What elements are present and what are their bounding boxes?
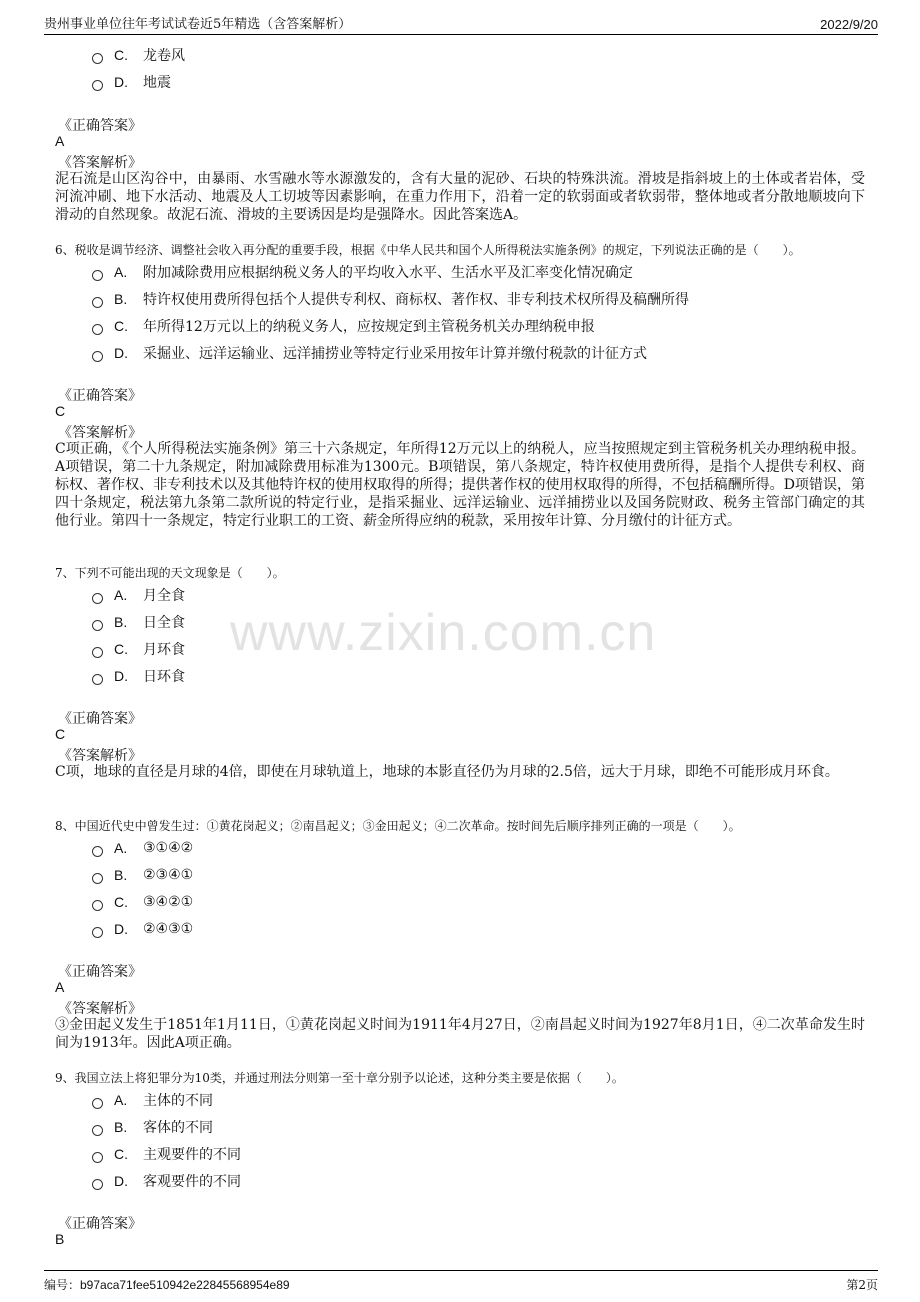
answer-label: 《正确答案》 (58, 711, 142, 727)
document-title: 贵州事业单位往年考试试卷近5年精选（含答案解析） (44, 17, 352, 32)
q7-answer: C (55, 726, 66, 742)
document-serial: 编号：b97aca71fee510942e22845568954e89 (44, 1277, 290, 1292)
radio-icon[interactable] (92, 620, 103, 631)
radio-icon[interactable] (92, 1125, 103, 1136)
q9-option-d[interactable]: D. 客观要件的不同 (92, 1171, 241, 1191)
q8-analysis: ③金田起义发生于1851年1月11日，①黄花岗起义时间为1911年4月27日，②南昌起义时间为1927年8月1日，④二次革命发生时间为1913年。因此A项正确。 (55, 1017, 865, 1051)
q7-analysis: C项，地球的直径是月球的4倍，即使在月球轨道上，地球的本影直径仍为月球的2.5倍，远大于月球，即绝不可能形成月环食。 (55, 764, 839, 780)
q9-question: 9、我国立法上将犯罪分为10类，并通过刑法分则第一至十章分别予以论述，这种分类主要是依据（ ）。 (55, 1071, 624, 1085)
q5-analysis: 泥石流是山区沟谷中，由暴雨、水雪融水等水源激发的，含有大量的泥砂、石块的特殊洪流。滑坡是指斜坡上的土体或者岩体，受河流冲刷、地下水活动、地震及人工切坡等因素影响，在重力作用下，沿着一定的软弱面或者软弱带，整体地或者分散地顺坡向下滑动的自然现象。故泥石流、滑坡的主要诱因是均是强降水。因此答案选A。 (55, 171, 865, 223)
radio-icon[interactable] (92, 270, 103, 281)
answer-label: 《正确答案》 (58, 1216, 142, 1232)
q6-analysis: C项正确，《个人所得税法实施条例》第三十六条规定，年所得12万元以上的纳税人，应当按照规定到主管税务机关办理纳税申报。A项错误，第二十九条规定，附加减除费用标准为1300元。B项错误，第八条规定，特许权使用费所得，是指个人提供专利权、商标权、著作权、非专利技术以及其他特许权的使用权取得的所得；提供著作权的使用权取得的所得，不包括稿酬所得。D项错误，第四十条规定，税法第九条第二款所说的特定行业，是指采掘业、远洋运输业、远洋捕捞业以及国务院财政、税务主管部门确定的其他行业。第四十一条规定，特定行业职工的工资、薪金所得应纳的税款，采用按年计算、分月缴付的计征方式。 (55, 441, 865, 529)
radio-icon[interactable] (92, 1179, 103, 1190)
q7-option-a[interactable]: A. 月全食 (92, 585, 185, 605)
page-number: 第2页 (846, 1277, 878, 1292)
q7-option-d[interactable]: D. 日环食 (92, 666, 185, 686)
q8-option-a[interactable]: A. ③①④② (92, 838, 193, 858)
q9-option-b[interactable]: B. 客体的不同 (92, 1117, 213, 1137)
radio-icon[interactable] (92, 324, 103, 335)
page-header (44, 10, 878, 35)
analysis-label: 《答案解析》 (58, 1001, 142, 1017)
q7-option-c[interactable]: C. 月环食 (92, 639, 185, 659)
q7-question: 7、下列不可能出现的天文现象是（ ）。 (55, 566, 285, 580)
radio-icon[interactable] (92, 1152, 103, 1163)
radio-icon[interactable] (92, 1098, 103, 1109)
radio-icon[interactable] (92, 53, 103, 64)
q8-option-d[interactable]: D. ②④③① (92, 919, 193, 939)
q6-answer: C (55, 403, 66, 419)
radio-icon[interactable] (92, 873, 103, 884)
q5-option-c[interactable]: C. 龙卷风 (92, 45, 185, 65)
q9-answer: B (55, 1231, 65, 1247)
radio-icon[interactable] (92, 927, 103, 938)
radio-icon[interactable] (92, 846, 103, 857)
q9-option-c[interactable]: C. 主观要件的不同 (92, 1144, 241, 1164)
radio-icon[interactable] (92, 80, 103, 91)
q6-option-c[interactable]: C. 年所得12万元以上的纳税义务人，应按规定到主管税务机关办理纳税申报 (92, 316, 595, 336)
q6-option-d[interactable]: D. 采掘业、远洋运输业、远洋捕捞业等特定行业采用按年计算并缴付税款的计征方式 (92, 343, 647, 363)
answer-label: 《正确答案》 (58, 388, 142, 404)
q6-option-a[interactable]: A. 附加减除费用应根据纳税义务人的平均收入水平、生活水平及汇率变化情况确定 (92, 262, 633, 282)
q5-answer: A (55, 133, 65, 149)
answer-label: 《正确答案》 (58, 118, 142, 134)
answer-label: 《正确答案》 (58, 964, 142, 980)
radio-icon[interactable] (92, 900, 103, 911)
q9-option-a[interactable]: A. 主体的不同 (92, 1090, 213, 1110)
q6-question: 6、税收是调节经济、调整社会收入再分配的重要手段，根据《中华人民共和国个人所得税法实施条例》的规定，下列说法正确的是（ ）。 (55, 243, 801, 257)
document-date: 2022/9/20 (820, 17, 878, 32)
radio-icon[interactable] (92, 647, 103, 658)
analysis-label: 《答案解析》 (58, 155, 142, 171)
q8-answer: A (55, 979, 65, 995)
q7-option-b[interactable]: B. 日全食 (92, 612, 185, 632)
radio-icon[interactable] (92, 351, 103, 362)
q5-option-d[interactable]: D. 地震 (92, 72, 171, 92)
page-footer (44, 1270, 878, 1295)
radio-icon[interactable] (92, 593, 103, 604)
q6-option-b[interactable]: B. 特许权使用费所得包括个人提供专利权、商标权、著作权、非专利技术权所得及稿酬所得 (92, 289, 689, 309)
q8-option-c[interactable]: C. ③④②① (92, 892, 193, 912)
radio-icon[interactable] (92, 674, 103, 685)
watermark: www.zixin.com.cn (230, 604, 657, 662)
analysis-label: 《答案解析》 (58, 748, 142, 764)
q8-option-b[interactable]: B. ②③④① (92, 865, 193, 885)
analysis-label: 《答案解析》 (58, 425, 142, 441)
q8-question: 8、中国近代史中曾发生过：①黄花岗起义；②南昌起义；③金田起义；④二次革命。按时间先后顺序排列正确的一项是（ ）。 (55, 819, 741, 833)
radio-icon[interactable] (92, 297, 103, 308)
